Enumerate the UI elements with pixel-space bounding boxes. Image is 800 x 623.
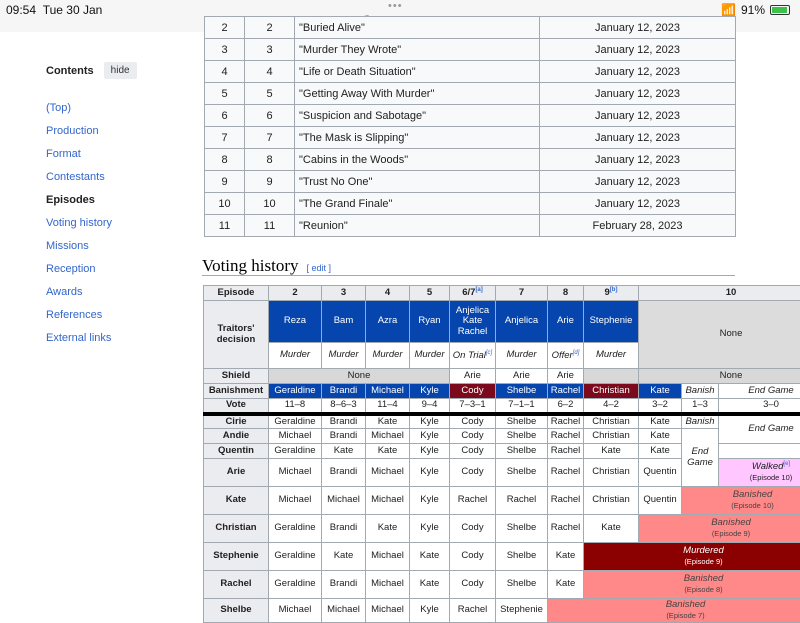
table-cell: 4 bbox=[245, 61, 295, 83]
banished-cell: Brandi bbox=[322, 384, 366, 399]
table-cell: "Getting Away With Murder" bbox=[295, 83, 540, 105]
table-cell: January 12, 2023 bbox=[540, 105, 736, 127]
banished-cell: Shelbe bbox=[496, 384, 548, 399]
vote-count: 8–6–3 bbox=[322, 399, 366, 414]
player-row bbox=[204, 571, 800, 599]
table-row bbox=[205, 149, 736, 171]
cell-text: Murder bbox=[506, 349, 536, 360]
cell-text: (Episode 8) bbox=[684, 585, 722, 594]
vote-cell: Geraldine bbox=[269, 571, 322, 599]
banished-cell: Cody bbox=[450, 384, 496, 399]
shield-none: None bbox=[639, 369, 800, 384]
vote-cell: Geraldine bbox=[269, 414, 322, 429]
row-header: Banishment bbox=[204, 384, 269, 399]
cell-text: Banished bbox=[733, 489, 773, 500]
episode-header bbox=[639, 286, 800, 301]
cell-text: (Episode 9) bbox=[712, 529, 750, 538]
table-cell: "The Mask is Slipping" bbox=[295, 127, 540, 149]
cell-text: Banished bbox=[684, 573, 724, 584]
row-header: Traitors' decision bbox=[204, 301, 269, 369]
table-cell: "Trust No One" bbox=[295, 171, 540, 193]
table-cell: 10 bbox=[205, 193, 245, 215]
vote-cell: Kyle bbox=[410, 487, 450, 515]
traitor-action bbox=[584, 343, 639, 369]
player-name: Shelbe bbox=[204, 599, 269, 623]
toc-item[interactable]: Reception bbox=[46, 258, 176, 281]
episode-header bbox=[322, 286, 366, 301]
traitor-name: Ryan bbox=[410, 301, 450, 343]
result-cell bbox=[719, 459, 800, 487]
voting-history-table bbox=[203, 285, 800, 623]
vote-cell: Rachel bbox=[450, 599, 496, 623]
banished-cell: Kate bbox=[639, 384, 682, 399]
toc-item[interactable]: External links bbox=[46, 327, 176, 350]
vote-cell: Christian bbox=[584, 414, 639, 429]
traitor-name: Reza bbox=[269, 301, 322, 343]
vote-count: 3–2 bbox=[639, 399, 682, 414]
table-cell: 7 bbox=[245, 127, 295, 149]
vote-cell: Rachel bbox=[548, 487, 584, 515]
result-cell bbox=[682, 487, 800, 515]
toc-item[interactable]: Voting history bbox=[46, 212, 176, 235]
table-row bbox=[205, 83, 736, 105]
table-cell: "Cabins in the Woods" bbox=[295, 149, 540, 171]
vote-cell: Cody bbox=[450, 543, 496, 571]
table-cell: 9 bbox=[245, 171, 295, 193]
vote-cell: Kyle bbox=[410, 429, 450, 444]
wifi-icon: 📶 bbox=[721, 3, 736, 17]
result-cell bbox=[584, 543, 800, 571]
vote-cell: Michael bbox=[366, 487, 410, 515]
endgame-cell: End Game bbox=[719, 384, 800, 399]
vote-cell: Kate bbox=[322, 444, 366, 459]
vote-cell: Kate bbox=[410, 571, 450, 599]
vote-count: 7–3–1 bbox=[450, 399, 496, 414]
traitor-name: Anjelica bbox=[496, 301, 548, 343]
section-heading-voting-history: Voting history [ edit ] bbox=[202, 256, 331, 276]
player-name: Arie bbox=[204, 459, 269, 487]
toc-item[interactable]: Awards bbox=[46, 281, 176, 304]
header-row bbox=[204, 286, 800, 301]
table-cell: 7 bbox=[205, 127, 245, 149]
traitor-action bbox=[548, 343, 584, 369]
table-of-contents bbox=[46, 62, 176, 350]
battery-icon bbox=[770, 5, 790, 15]
vote-count: 7–1–1 bbox=[496, 399, 548, 414]
vote-cell: Michael bbox=[366, 459, 410, 487]
result-cell bbox=[639, 515, 800, 543]
vote-cell: Cody bbox=[450, 429, 496, 444]
table-cell: "Murder They Wrote" bbox=[295, 39, 540, 61]
table-cell: January 12, 2023 bbox=[540, 149, 736, 171]
vote-cell: Shelbe bbox=[496, 444, 548, 459]
shield-cell: Arie bbox=[450, 369, 496, 384]
table-cell: 8 bbox=[245, 149, 295, 171]
player-name: Andie bbox=[204, 429, 269, 444]
table-cell: 2 bbox=[245, 17, 295, 39]
player-name: Cirie bbox=[204, 414, 269, 429]
table-row bbox=[205, 17, 736, 39]
vote-cell: Kate bbox=[410, 543, 450, 571]
table-cell: January 12, 2023 bbox=[540, 83, 736, 105]
vote-cell: Kate bbox=[548, 543, 584, 571]
table-row bbox=[205, 61, 736, 83]
table-cell: 6 bbox=[245, 105, 295, 127]
table-cell: 10 bbox=[245, 193, 295, 215]
toc-item[interactable]: Missions bbox=[46, 235, 176, 258]
traitor-action bbox=[410, 343, 450, 369]
table-cell: 2 bbox=[205, 17, 245, 39]
table-row bbox=[205, 215, 736, 237]
shield-empty bbox=[584, 369, 639, 384]
vote-count: 11–8 bbox=[269, 399, 322, 414]
banish-cell: Banish bbox=[682, 414, 719, 429]
vote-cell: Kyle bbox=[410, 459, 450, 487]
vote-cell: Shelbe bbox=[496, 571, 548, 599]
table-cell: January 12, 2023 bbox=[540, 61, 736, 83]
toc-item[interactable]: Format bbox=[46, 143, 176, 166]
vote-cell: Rachel bbox=[548, 444, 584, 459]
table-cell: "Suspicion and Sabotage" bbox=[295, 105, 540, 127]
cell-text: Murder bbox=[328, 349, 358, 360]
cell-text: (Episode 9) bbox=[684, 557, 722, 566]
vote-cell: Cody bbox=[450, 515, 496, 543]
row-header: Shield bbox=[204, 369, 269, 384]
table-cell: 4 bbox=[205, 61, 245, 83]
table-cell: January 12, 2023 bbox=[540, 171, 736, 193]
table-cell: 9 bbox=[205, 171, 245, 193]
table-cell: 8 bbox=[205, 149, 245, 171]
cell-text: 5 bbox=[427, 287, 432, 298]
vote-cell: Michael bbox=[269, 429, 322, 444]
vote-count: 9–4 bbox=[410, 399, 450, 414]
vote-cell: Shelbe bbox=[496, 429, 548, 444]
vote-cell: Kyle bbox=[410, 599, 450, 623]
cell-text: On Trial bbox=[453, 350, 486, 361]
vote-cell: Michael bbox=[269, 599, 322, 623]
none-cell: None bbox=[639, 301, 800, 369]
vote-cell: Michael bbox=[322, 487, 366, 515]
vote-cell: Kate bbox=[548, 571, 584, 599]
toc-item[interactable]: Contestants bbox=[46, 166, 176, 189]
vote-cell: Stephenie bbox=[496, 599, 548, 623]
vote-cell: Kate bbox=[584, 444, 639, 459]
player-name: Kate bbox=[204, 487, 269, 515]
vote-cell: Kate bbox=[366, 444, 410, 459]
banished-cell: Michael bbox=[366, 384, 410, 399]
row-header: Vote bbox=[204, 399, 269, 414]
table-cell: January 12, 2023 bbox=[540, 39, 736, 61]
heading-divider bbox=[202, 275, 735, 276]
cell-text: 8 bbox=[563, 287, 568, 298]
table-row bbox=[205, 193, 736, 215]
vote-cell: Kate bbox=[584, 515, 639, 543]
vote-cell: Michael bbox=[366, 429, 410, 444]
player-row bbox=[204, 487, 800, 515]
status-time: 09:54 Tue 30 Jan bbox=[6, 3, 102, 17]
footnote-link[interactable]: [d] bbox=[573, 350, 580, 356]
toc-hide-button[interactable]: hide bbox=[104, 62, 137, 79]
player-row bbox=[204, 414, 800, 429]
shield-none: None bbox=[269, 369, 450, 384]
footnote-link[interactable]: [a] bbox=[475, 287, 482, 293]
table-row bbox=[205, 127, 736, 149]
vote-cell: Geraldine bbox=[269, 444, 322, 459]
result-cell bbox=[548, 599, 800, 623]
cell-text: (Episode 7) bbox=[666, 611, 704, 620]
vote-cell: Shelbe bbox=[496, 414, 548, 429]
cell-text: (Episode 10) bbox=[750, 473, 793, 482]
player-row bbox=[204, 543, 800, 571]
vote-cell: Brandi bbox=[322, 515, 366, 543]
cell-text: 6/7 bbox=[462, 287, 475, 298]
tab-dots[interactable]: ••• bbox=[388, 0, 403, 12]
toc-item[interactable]: Episodes bbox=[46, 189, 176, 212]
player-row bbox=[204, 599, 800, 623]
empty-cell bbox=[719, 444, 800, 459]
vote-cell: Michael bbox=[269, 487, 322, 515]
footnote-link[interactable]: [b] bbox=[610, 287, 618, 293]
vote-cell: Kate bbox=[366, 515, 410, 543]
vote-cell: Rachel bbox=[548, 459, 584, 487]
vote-cell: Geraldine bbox=[269, 543, 322, 571]
cell-text: (Episode 10) bbox=[731, 501, 774, 510]
traitor-action bbox=[322, 343, 366, 369]
toc-item[interactable]: Production bbox=[46, 120, 176, 143]
cell-text: Murder bbox=[414, 349, 444, 360]
vote-cell: Shelbe bbox=[496, 459, 548, 487]
vote-cell: Kate bbox=[639, 429, 682, 444]
vote-cell: Rachel bbox=[548, 429, 584, 444]
table-cell: "Buried Alive" bbox=[295, 17, 540, 39]
vote-cell: Cody bbox=[450, 444, 496, 459]
player-name: Christian bbox=[204, 515, 269, 543]
vote-cell: Christian bbox=[584, 487, 639, 515]
vote-cell: Christian bbox=[584, 459, 639, 487]
vote-cell: Brandi bbox=[322, 571, 366, 599]
banished-cell: Rachel bbox=[548, 384, 584, 399]
battery-percent: 91% bbox=[741, 3, 765, 17]
vote-cell: Cody bbox=[450, 571, 496, 599]
episodes-table bbox=[204, 16, 736, 237]
player-name: Quentin bbox=[204, 444, 269, 459]
cell-text: 9 bbox=[605, 287, 610, 298]
vote-cell: Rachel bbox=[450, 487, 496, 515]
vote-cell: Shelbe bbox=[496, 515, 548, 543]
vote-cell: Brandi bbox=[322, 414, 366, 429]
vote-cell: Cody bbox=[450, 459, 496, 487]
cell-text: Walked bbox=[752, 462, 784, 473]
traitor-action bbox=[496, 343, 548, 369]
player-name: Rachel bbox=[204, 571, 269, 599]
endgame-cell: End Game bbox=[719, 414, 800, 444]
table-cell: 6 bbox=[205, 105, 245, 127]
table-cell: 3 bbox=[245, 39, 295, 61]
player-name: Stephenie bbox=[204, 543, 269, 571]
traitor-action bbox=[269, 343, 322, 369]
footnote-link[interactable]: [c] bbox=[486, 350, 492, 356]
episode-header bbox=[410, 286, 450, 301]
traitor-name: Stephenie bbox=[584, 301, 639, 343]
vote-cell: Geraldine bbox=[269, 515, 322, 543]
banished-cell: Christian bbox=[584, 384, 639, 399]
vote-cell: Kate bbox=[366, 414, 410, 429]
table-cell: 5 bbox=[205, 83, 245, 105]
cell-text: Murdered bbox=[683, 545, 724, 556]
episode-header bbox=[548, 286, 584, 301]
vote-cell: Kate bbox=[322, 543, 366, 571]
player-row bbox=[204, 515, 800, 543]
table-cell: "The Grand Finale" bbox=[295, 193, 540, 215]
episode-header bbox=[450, 286, 496, 301]
table-cell: 3 bbox=[205, 39, 245, 61]
footnote-link[interactable]: [e] bbox=[783, 461, 790, 467]
edit-link[interactable]: [ edit ] bbox=[307, 263, 332, 273]
cell-text: Murder bbox=[372, 349, 402, 360]
vote-cell: Kyle bbox=[410, 444, 450, 459]
episode-header bbox=[366, 286, 410, 301]
cell-text: 4 bbox=[385, 287, 390, 298]
episode-header bbox=[584, 286, 639, 301]
shield-cell: Arie bbox=[496, 369, 548, 384]
table-row bbox=[205, 171, 736, 193]
vote-count: 3–0 bbox=[719, 399, 800, 414]
vote-cell: Michael bbox=[322, 599, 366, 623]
traitor-name: Azra bbox=[366, 301, 410, 343]
cell-text: Banished bbox=[711, 517, 751, 528]
vote-cell: Michael bbox=[269, 459, 322, 487]
episode-header bbox=[496, 286, 548, 301]
banish-cell: Banish bbox=[682, 384, 719, 399]
cell-text: Banished bbox=[666, 599, 706, 610]
traitor-name: Anjelica Kate Rachel bbox=[450, 301, 496, 343]
table-cell: "Life or Death Situation" bbox=[295, 61, 540, 83]
vote-cell: Quentin bbox=[639, 487, 682, 515]
traitor-action bbox=[450, 343, 496, 369]
vote-cell: Rachel bbox=[496, 487, 548, 515]
vote-cell: Brandi bbox=[322, 429, 366, 444]
vote-cell: Kate bbox=[639, 444, 682, 459]
vote-cell: Rachel bbox=[548, 515, 584, 543]
toc-title: Contents bbox=[46, 65, 94, 77]
toc-item[interactable]: References bbox=[46, 304, 176, 327]
banished-cell: Geraldine bbox=[269, 384, 322, 399]
shield-cell: Arie bbox=[548, 369, 584, 384]
table-cell: February 28, 2023 bbox=[540, 215, 736, 237]
vote-count: 11–4 bbox=[366, 399, 410, 414]
cell-text: 3 bbox=[341, 287, 346, 298]
vote-cell: Michael bbox=[366, 571, 410, 599]
vote-cell: Kyle bbox=[410, 515, 450, 543]
cell-text: 2 bbox=[292, 287, 297, 298]
vote-count: 6–2 bbox=[548, 399, 584, 414]
table-cell: 11 bbox=[245, 215, 295, 237]
vote-cell: Michael bbox=[366, 599, 410, 623]
endgame-cell: End Game bbox=[682, 429, 719, 487]
vote-cell: Christian bbox=[584, 429, 639, 444]
traitor-name: Arie bbox=[548, 301, 584, 343]
traitor-action bbox=[366, 343, 410, 369]
table-cell: January 12, 2023 bbox=[540, 193, 736, 215]
row-header: Episode bbox=[204, 286, 269, 301]
banished-cell: Kyle bbox=[410, 384, 450, 399]
vote-cell: Cody bbox=[450, 414, 496, 429]
toc-item[interactable]: (Top) bbox=[46, 97, 176, 120]
table-cell: January 12, 2023 bbox=[540, 127, 736, 149]
vote-cell: Shelbe bbox=[496, 543, 548, 571]
vote-count: 4–2 bbox=[584, 399, 639, 414]
vote-count: 1–3 bbox=[682, 399, 719, 414]
result-cell bbox=[584, 571, 800, 599]
table-row bbox=[205, 105, 736, 127]
table-cell: 5 bbox=[245, 83, 295, 105]
table-cell: "Reunion" bbox=[295, 215, 540, 237]
table-cell: January 12, 2023 bbox=[540, 17, 736, 39]
vote-cell: Kyle bbox=[410, 414, 450, 429]
vote-cell: Michael bbox=[366, 543, 410, 571]
vote-cell: Brandi bbox=[322, 459, 366, 487]
player-row bbox=[204, 429, 800, 444]
table-row bbox=[205, 39, 736, 61]
episode-header bbox=[269, 286, 322, 301]
cell-text: Murder bbox=[596, 349, 626, 360]
cell-text: 7 bbox=[519, 287, 524, 298]
vote-cell: Rachel bbox=[548, 414, 584, 429]
cell-text: Murder bbox=[280, 349, 310, 360]
cell-text: 10 bbox=[726, 287, 737, 298]
traitor-name: Bam bbox=[322, 301, 366, 343]
cell-text: Offer bbox=[552, 350, 573, 361]
table-cell: 11 bbox=[205, 215, 245, 237]
vote-cell: Kate bbox=[639, 414, 682, 429]
vote-cell: Quentin bbox=[639, 459, 682, 487]
